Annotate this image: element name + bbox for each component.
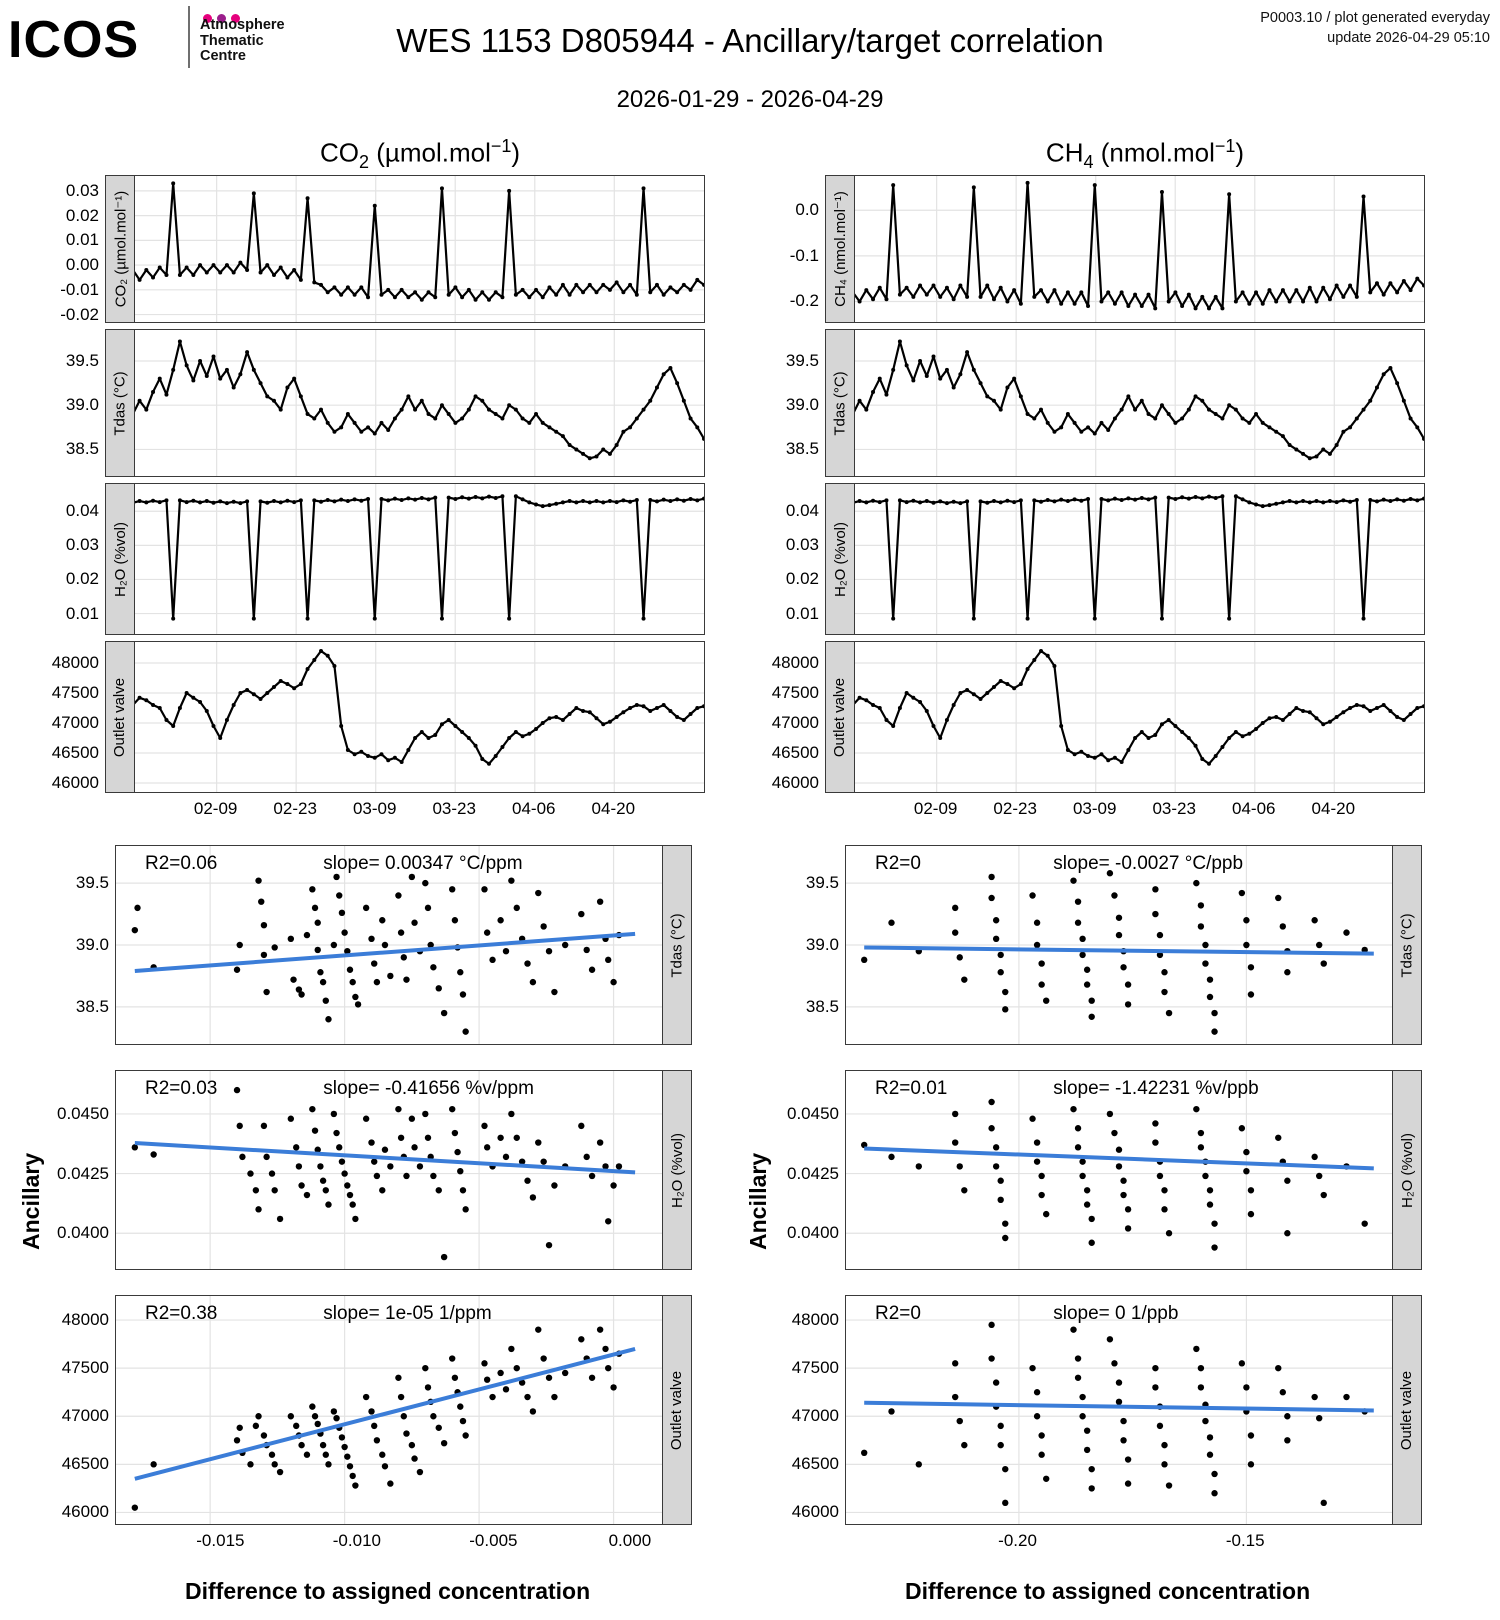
ch4-target-timeseries-panel <box>825 175 1425 323</box>
ch4-tdas-timeseries-y-axis: 38.5 39.0 39.5 <box>785 350 819 459</box>
logo-subtitle-line3: Centre <box>200 48 246 64</box>
ch4-h2o-timeseries-canvas <box>826 484 1424 634</box>
co2-target-timeseries-strip-label: CO₂ (µmol.mol⁻¹) <box>105 175 135 323</box>
ch4-outlet-scatter-strip-label: Outlet valve <box>1392 1295 1422 1525</box>
ch4-tdas-scatter-slope-label: slope= -0.0027 °C/ppb <box>1053 853 1244 874</box>
ch4-outlet-timeseries-canvas <box>826 642 1424 792</box>
co2-outlet-timeseries-y-axis: 46000 46500 47000 47500 48000 <box>51 653 99 792</box>
co2-outlet-scatter-r2-label: R2=0.38 <box>145 1303 218 1324</box>
ch4-target-timeseries-y-axis: -0.2 -0.1 0.0 <box>789 200 819 311</box>
co2-target-timeseries-panel <box>105 175 705 323</box>
metadata-line2: update 2026-04-29 05:10 <box>1327 30 1490 46</box>
co2-target-timeseries-canvas <box>106 176 704 322</box>
column-title-co2: $CO_2$ (µmol.mol$^{-1}$) <box>319 136 521 172</box>
logo-subtitle-line2: Thematic <box>200 32 264 49</box>
metadata-line1: P0003.10 / plot generated everyday <box>1260 10 1490 26</box>
x-axis-title-left: Difference to assigned concentration <box>185 1578 591 1604</box>
ch4-tdas-timeseries-canvas <box>826 330 1424 476</box>
co2-timeseries-x-axis: 02-09 02-23 03-09 03-23 04-06 04-20 <box>193 799 636 818</box>
ch4-h2o-scatter-y-axis: 0.0400 0.0425 0.0450 <box>787 1103 839 1243</box>
ch4-target-timeseries-canvas <box>826 176 1424 322</box>
ch4-target-timeseries-strip-label: CH₄ (nmol.mol⁻¹) <box>825 175 855 323</box>
co2-h2o-scatter-canvas <box>116 1071 662 1269</box>
ch4-tdas-scatter-panel <box>845 845 1393 1045</box>
ch4-tdas-scatter-strip-label: Tdas (°C) <box>1392 845 1422 1045</box>
co2-tdas-timeseries-canvas <box>106 330 704 476</box>
ch4-outlet-timeseries-panel <box>825 641 1425 793</box>
co2-scatter-x-axis: -0.015 -0.010 -0.005 0.000 <box>196 1531 652 1550</box>
co2-outlet-scatter-panel <box>115 1295 663 1525</box>
co2-h2o-scatter-y-axis: 0.0400 0.0425 0.0450 <box>57 1103 109 1243</box>
column-title-ch4: $CH_4$ (nmol.mol$^{-1}$) <box>1045 136 1245 172</box>
co2-tdas-scatter-strip-label: Tdas (°C) <box>662 845 692 1045</box>
ch4-tdas-timeseries-strip-label: Tdas (°C) <box>825 329 855 477</box>
ch4-h2o-timeseries-y-axis: 0.01 0.02 0.03 0.04 <box>785 501 819 623</box>
co2-h2o-timeseries-y-axis: 0.01 0.02 0.03 0.04 <box>65 501 99 623</box>
co2-outlet-scatter-y-axis: 46000 46500 47000 47500 48000 <box>61 1310 109 1522</box>
ch4-h2o-scatter-strip-label: H₂O (%vol) <box>1392 1070 1422 1270</box>
co2-h2o-scatter-slope-label: slope= -0.41656 %v/ppm <box>323 1078 534 1099</box>
co2-h2o-scatter-strip-label: H₂O (%vol) <box>662 1070 692 1270</box>
y-axis-title-left: Ancillary <box>18 1152 44 1250</box>
co2-outlet-timeseries-panel <box>105 641 705 793</box>
co2-outlet-timeseries-canvas <box>106 642 704 792</box>
ch4-outlet-timeseries-y-axis: 46000 46500 47000 47500 48000 <box>771 653 819 792</box>
co2-tdas-scatter-panel <box>115 845 663 1045</box>
co2-outlet-scatter-canvas <box>116 1296 662 1524</box>
co2-tdas-scatter-canvas <box>116 846 662 1044</box>
ch4-outlet-scatter-panel <box>845 1295 1393 1525</box>
ch4-outlet-scatter-canvas <box>846 1296 1392 1524</box>
logo-subtitle-line1: Atmosphere <box>200 17 285 33</box>
ch4-tdas-scatter-y-axis: 38.5 39.0 39.5 <box>805 873 839 1016</box>
co2-outlet-timeseries-strip-label: Outlet valve <box>105 641 135 793</box>
co2-tdas-scatter-y-axis: 38.5 39.0 39.5 <box>75 873 109 1016</box>
y-axis-title-right: Ancillary <box>745 1152 771 1250</box>
logo-text: ICOS <box>8 11 140 69</box>
page-title: WES 1153 D805944 - Ancillary/target correlation <box>396 22 1104 59</box>
ch4-outlet-scatter-slope-label: slope= 0 1/ppb <box>1053 1303 1179 1324</box>
co2-h2o-timeseries-panel <box>105 483 705 635</box>
plot-metadata <box>1260 8 1490 48</box>
co2-outlet-scatter-slope-label: slope= 1e-05 1/ppm <box>323 1303 492 1324</box>
co2-tdas-scatter-slope-label: slope= 0.00347 °C/ppm <box>323 853 523 874</box>
ch4-h2o-scatter-slope-label: slope= -1.42231 %v/ppb <box>1053 1078 1259 1099</box>
ch4-scatter-x-axis: -0.20 -0.15 <box>998 1531 1265 1550</box>
ch4-outlet-timeseries-strip-label: Outlet valve <box>825 641 855 793</box>
co2-outlet-scatter-strip-label: Outlet valve <box>662 1295 692 1525</box>
ch4-tdas-scatter-canvas <box>846 846 1392 1044</box>
ch4-h2o-timeseries-strip-label: H₂O (%vol) <box>825 483 855 635</box>
x-axis-title-right: Difference to assigned concentration <box>905 1578 1311 1604</box>
co2-h2o-timeseries-canvas <box>106 484 704 634</box>
co2-h2o-timeseries-strip-label: H₂O (%vol) <box>105 483 135 635</box>
ch4-outlet-scatter-r2-label: R2=0 <box>875 1303 921 1324</box>
co2-tdas-timeseries-y-axis: 38.5 39.0 39.5 <box>65 350 99 459</box>
co2-tdas-scatter-r2-label: R2=0.06 <box>145 853 218 874</box>
ch4-h2o-scatter-panel <box>845 1070 1393 1270</box>
date-range-subtitle: 2026-01-29 - 2026-04-29 <box>616 86 884 113</box>
ch4-h2o-scatter-r2-label: R2=0.01 <box>875 1078 948 1099</box>
ch4-outlet-scatter-y-axis: 46000 46500 47000 47500 48000 <box>791 1310 839 1522</box>
co2-tdas-timeseries-strip-label: Tdas (°C) <box>105 329 135 477</box>
co2-target-timeseries-y-axis: -0.02 -0.01 0.00 0.01 0.02 0.03 <box>60 180 99 324</box>
ch4-h2o-scatter-canvas <box>846 1071 1392 1269</box>
ch4-h2o-timeseries-panel <box>825 483 1425 635</box>
co2-h2o-scatter-panel <box>115 1070 663 1270</box>
ch4-timeseries-x-axis: 02-09 02-23 03-09 03-23 04-06 04-20 <box>913 799 1356 818</box>
ch4-tdas-timeseries-panel <box>825 329 1425 477</box>
co2-h2o-scatter-r2-label: R2=0.03 <box>145 1078 218 1099</box>
co2-tdas-timeseries-panel <box>105 329 705 477</box>
ch4-tdas-scatter-r2-label: R2=0 <box>875 853 921 874</box>
